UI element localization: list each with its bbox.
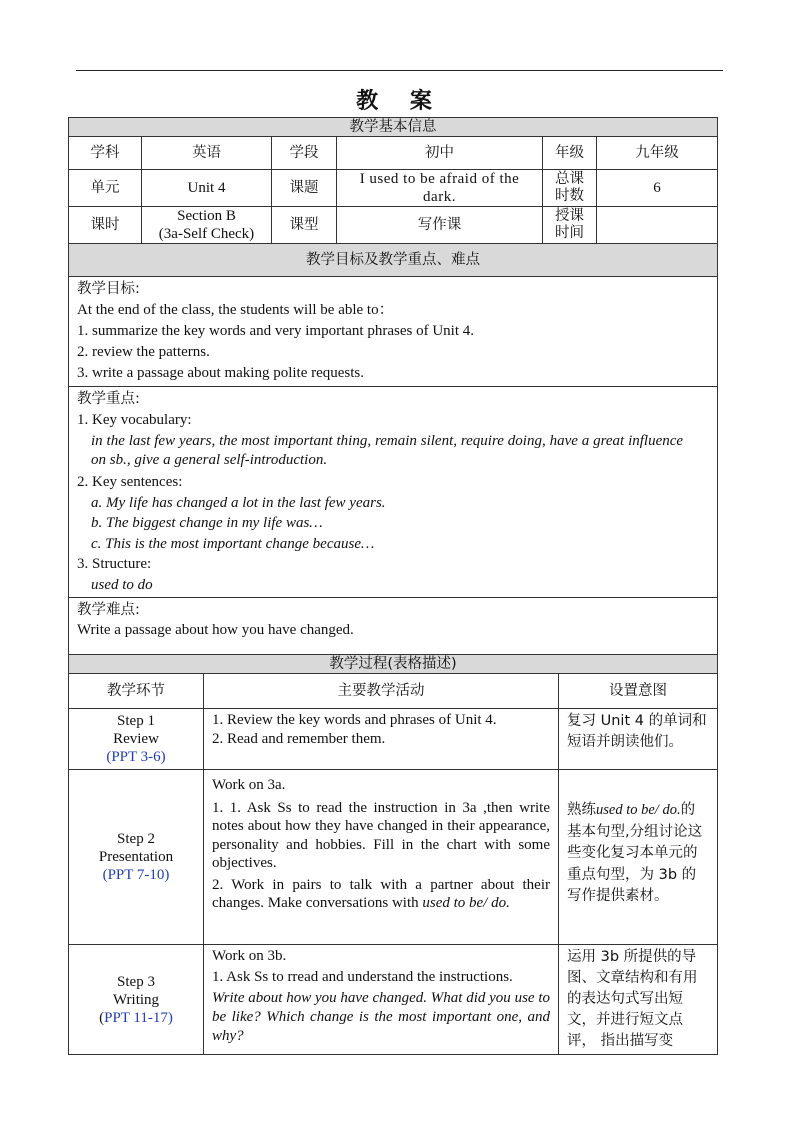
type-label: 课型 — [272, 207, 337, 244]
stage-value: 初中 — [337, 137, 543, 170]
topic-value: I used to be afraid of the dark. — [337, 170, 543, 207]
step1-activity-2: 2. Read and remember them. — [212, 731, 386, 747]
topic-label: 课题 — [272, 170, 337, 207]
sentence-item: c. This is the most important change because… — [91, 535, 375, 552]
step2-title: Presentation — [98, 849, 174, 865]
total-hours-label: 总课时数 — [543, 170, 597, 207]
step3-stage — [69, 945, 204, 1055]
step1-activity — [204, 709, 559, 770]
step2-activity-2-text: 2. Work in pairs to talk with a partner about their changes. Make conversations with — [212, 876, 550, 911]
sentence-item: b. The biggest change in my life was… — [91, 515, 323, 531]
subject-value: 英语 — [142, 137, 272, 170]
structure-label: 3. Structure: — [77, 556, 152, 572]
vocab-label: 1. Key vocabulary: — [77, 411, 192, 428]
teach-time-label: 授课时间 — [543, 207, 597, 244]
page-title: 教 案 — [356, 89, 444, 114]
step2-name: Step 2 — [117, 831, 155, 847]
step2-activity-1: 1. 1. Ask Ss to read the instruction in 3a ,then write notes about how they have changed in their appearance, personality and hobbies. Fill in the chart with some objectives. — [212, 799, 550, 871]
period-range: (3a-Self Check) — [158, 226, 255, 242]
difficulty-title: 教学难点: — [77, 602, 140, 618]
goal-item: 2. review the patterns. — [77, 344, 210, 360]
step2-intent — [559, 770, 718, 945]
step2-intent-pre: 熟练 — [567, 802, 596, 818]
goals-intro: At the end of the class, the students will be able to： — [77, 302, 394, 318]
step3-name: Step 3 — [117, 973, 155, 990]
step2-intent-pattern: used to be/ do. — [596, 802, 681, 818]
teach-time-value — [597, 207, 718, 244]
total-hours-value: 6 — [597, 170, 718, 207]
unit-value: Unit 4 — [142, 170, 272, 207]
process-table — [68, 654, 718, 1055]
step2-stage — [69, 770, 204, 945]
step3-activity-0: Work on 3b. — [212, 948, 287, 964]
step3-activity — [204, 945, 559, 1055]
grade-value: 九年级 — [597, 137, 718, 170]
type-value: 写作课 — [337, 207, 543, 244]
goals-title: 教学目标: — [77, 281, 140, 297]
step1-ppt: (PPT 3-6) — [106, 749, 166, 765]
step1-name: Step 1 — [117, 713, 155, 729]
step3-intent: 运用 3b 所提供的导图、文章结构和有用的表达句式写出短文，并进行短文点评， 指出描写变 — [559, 945, 718, 1055]
period-label: 课时 — [69, 207, 142, 244]
step1-intent: 复习 Unit 4 的单词和短语并朗读他们。 — [559, 709, 718, 770]
difficulty-text: Write a passage about how you have changed. — [77, 622, 354, 638]
structure-value: used to do — [91, 576, 153, 593]
step2-activity-0: Work on 3a. — [212, 777, 286, 793]
col-intent-header: 设置意图 — [559, 674, 718, 709]
header-rule — [76, 70, 723, 71]
key-points-title: 教学重点: — [77, 391, 140, 407]
step2-activity — [204, 770, 559, 945]
step2-ppt: (PPT 7-10) — [102, 867, 170, 883]
step1-activity-1: 1. Review the key words and phrases of Unit 4. — [212, 712, 497, 728]
step2-intent-post: 的基本句型,分组讨论这些变化复习本单元的重点句型，为 3b 的写作提供素材。 — [567, 802, 703, 904]
vocab-list: in the last few years, the most important thing, remain silent, require doing, have a great influence on sb., give a general self-introduction. — [91, 433, 684, 468]
basic-info-header: 教学基本信息 — [69, 118, 718, 137]
subject-label: 学科 — [69, 137, 142, 170]
col-activity-header: 主要教学活动 — [204, 674, 559, 709]
unit-label: 单元 — [69, 170, 142, 207]
goal-item: 1. summarize the key words and very important phrases of Unit 4. — [77, 323, 474, 339]
step2-activity-2-pattern: used to be/ do. — [422, 895, 510, 911]
objectives-header: 教学目标及教学重点、难点 — [69, 244, 718, 277]
sentences-label: 2. Key sentences: — [77, 474, 183, 490]
goal-item: 3. write a passage about making polite requests. — [77, 365, 365, 381]
step3-activity-1: 1. Ask Ss to rread and understand the instructions. — [212, 969, 513, 985]
basic-info-table — [68, 117, 718, 666]
sentence-item: a. My life has changed a lot in the last few years. — [91, 494, 386, 511]
step1-stage — [69, 709, 204, 770]
col-stage-header: 教学环节 — [69, 674, 204, 709]
step3-title: Writing — [112, 991, 160, 1008]
stage-label: 学段 — [272, 137, 337, 170]
period-section: Section B — [177, 208, 236, 224]
step2-activity-2 — [212, 876, 550, 913]
step3-activity-2: Write about how you have changed. What did you use to be like? Which change is the most important one, and why? — [212, 990, 550, 1044]
goals-cell — [69, 277, 718, 387]
step3-ppt-line — [75, 1009, 197, 1027]
key-points-cell — [69, 387, 718, 598]
step3-ppt: PPT 11-17) — [104, 1009, 173, 1026]
process-header: 教学过程(表格描述) — [69, 655, 718, 674]
period-value — [142, 207, 272, 244]
step3-ppt-open: ( — [99, 1009, 105, 1026]
step1-title: Review — [113, 731, 159, 747]
grade-label: 年级 — [543, 137, 597, 170]
